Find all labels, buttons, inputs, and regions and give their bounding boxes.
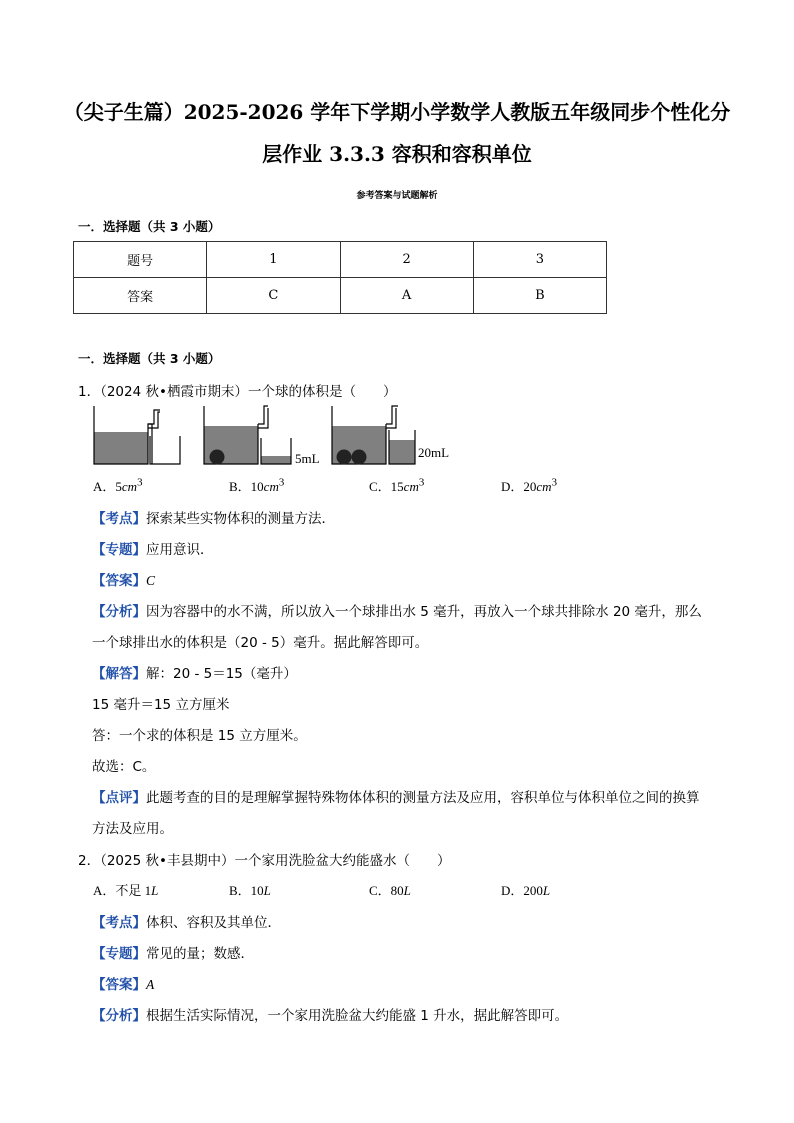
beaker-1-figure: [94, 406, 180, 464]
table-cell: 答案: [74, 278, 207, 314]
doc-subtitle: 参考答案与试题解析: [356, 191, 438, 201]
table-cell: A: [340, 278, 473, 314]
q1-jieda-line3: 答：一个求的体积是 15 立方厘米。: [92, 728, 307, 744]
ball-icon: [352, 450, 367, 465]
q1-jieda-line4: 故选：C。: [92, 759, 156, 775]
q2-fenxi: 【分析】根据生活实际情况，一个家用洗脸盆大约能盛 1 升水，据此解答即可。: [92, 1008, 569, 1024]
beaker-3-figure: [332, 406, 449, 465]
q2-option-a: A．不足 1L: [93, 883, 159, 898]
q2-daan: 【答案】A: [92, 977, 155, 993]
beaker-2-figure: [204, 406, 320, 466]
q1-fenxi: 【分析】因为容器中的水不满，所以放入一个球排出水 5 毫升，再放入一个球共排除水 20 毫升，那么: [92, 604, 702, 620]
answer-table: [73, 241, 607, 314]
q1-zhuanti: 【专题】应用意识．: [92, 542, 214, 558]
q1-dianping: 【点评】此题考查的目的是理解掌握特殊物体体积的测量方法及应用，容积单位与体积单位之间的换算: [92, 790, 700, 806]
q1-option-a: A．$5cm^3$: [93, 476, 143, 494]
ball-icon: [210, 450, 225, 465]
q1-option-d: D．$20cm^3$: [501, 476, 557, 494]
q1-option-c: C．$15cm^3$: [369, 476, 425, 494]
table-cell: B: [473, 278, 606, 314]
ball-icon: [337, 450, 352, 465]
q2-kaodian: 【考点】体积、容积及其单位．: [92, 915, 281, 931]
q2-zhuanti: 【专题】常见的量；数感．: [92, 946, 254, 962]
q1-fenxi-cont: 一个球排出水的体积是（20 - 5）毫升。据此解答即可。: [92, 635, 429, 651]
q2-option-b: B．10L: [229, 883, 271, 898]
table-cell: C: [207, 278, 340, 314]
q1-jieda: 【解答】解：20 - 5＝15（毫升）: [92, 666, 297, 682]
q2-option-d: D．200L: [501, 883, 551, 898]
doc-title-line1: （尖子生篇）2025-2026 学年下学期小学数学人教版五年级同步个性化分: [63, 100, 731, 124]
beaker-3-label: 20mL: [418, 445, 450, 460]
section-heading-questions: 一．选择题（共 3 小题）: [78, 351, 221, 366]
section-heading-answers: 一．选择题（共 3 小题）: [78, 219, 221, 234]
q1-figure: [92, 402, 472, 468]
q2-option-c: C．80L: [369, 883, 411, 898]
beaker-2-label: 5mL: [295, 451, 320, 466]
q2-stem: 2．（2025 秋•丰县期中）一个家用洗脸盆大约能盛水（ ）: [78, 853, 451, 869]
q1-dianping-cont: 方法及应用。: [92, 821, 173, 837]
table-row: [74, 242, 607, 278]
q1-jieda-line2: 15 毫升＝15 立方厘米: [92, 697, 230, 713]
q1-kaodian: 【考点】探索某些实物体积的测量方法．: [92, 511, 335, 527]
table-row: [74, 278, 607, 314]
doc-title-line2: 层作业 3.3.3 容积和容积单位: [262, 142, 532, 166]
q1-option-b: B．$10cm^3$: [229, 476, 285, 494]
q1-daan: 【答案】C: [92, 573, 156, 589]
table-cell: 1: [207, 242, 340, 278]
q1-stem: 1．（2024 秋•栖霞市期末）一个球的体积是（ ）: [78, 384, 397, 400]
table-cell: 3: [473, 242, 606, 278]
table-cell: 2: [340, 242, 473, 278]
table-cell: 题号: [74, 242, 207, 278]
